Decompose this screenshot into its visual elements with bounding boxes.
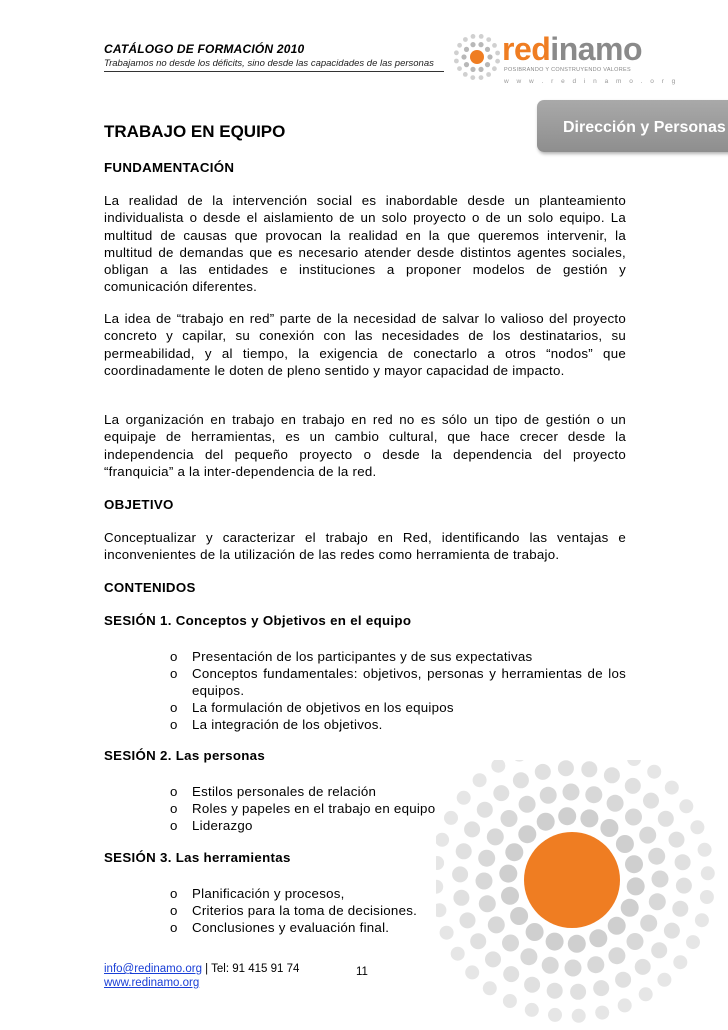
decorative-dot [487,54,492,59]
decorative-dot [669,832,685,848]
page-number: 11 [356,966,368,978]
decorative-dot [604,767,620,783]
decorative-dot [502,935,519,952]
header-divider [104,71,444,72]
decorative-dot [470,75,475,80]
decorative-dot [587,956,604,973]
decorative-dot [627,877,645,895]
decorative-dot [568,935,586,953]
decorative-dot [461,54,466,59]
decorative-dot [503,966,519,982]
decorative-dot [495,51,500,56]
decorative-dot [464,62,469,67]
decorative-dot [485,47,490,52]
footer-email-link[interactable]: info@redinamo.org [104,963,202,975]
session-3-title: SESIÓN 3. Las herramientas [104,850,291,865]
list-item: o La formulación de objetivos en los equipos [170,699,626,716]
footer-contact [104,962,299,990]
redinamo-logo [452,30,679,86]
decorative-dot [463,72,468,77]
decorative-dot [618,998,632,1012]
list-item: o La integración de los objetivos. [170,716,626,733]
decorative-dot [485,951,501,967]
decorative-dot [520,948,537,965]
decorative-dot [695,913,709,927]
decorative-dot [686,935,700,949]
decorative-dot [679,799,693,813]
decorative-dot [457,43,462,48]
decorative-dot [672,901,688,917]
decorative-dot [548,1008,562,1022]
decorative-dot [627,933,644,950]
decorative-dot [478,42,483,47]
decorative-dot [464,47,469,52]
decorative-dot [535,764,551,780]
decorative-dot [664,923,680,939]
session-1-list [170,648,626,733]
session-3-list [170,885,626,936]
decorative-dot [486,37,491,42]
decorative-dot [570,984,586,1000]
catalog-title: CATÁLOGO DE FORMACIÓN 2010 [104,42,305,56]
decorative-dot [615,972,631,988]
decorative-dot [483,981,497,995]
decorative-dot [700,890,714,904]
decorative-dot [452,866,468,882]
page-title: TRABAJO EN EQUIPO [104,122,286,141]
list-item: o Estilos personales de relación [170,783,626,800]
list-item: o Criterios para la toma de decisiones. [170,902,626,919]
footer-phone: | Tel: 91 415 91 74 [201,963,300,975]
decorative-dot [525,1003,539,1017]
decorative-dot [595,1006,609,1020]
decorative-dot [492,66,497,71]
logo-dot-ring-icon [452,32,502,82]
decorative-dot [701,866,715,880]
logo-tagline: POSIBRANDO Y CONSTRUYENDO VALORES [504,67,631,73]
fundamentacion-heading: FUNDAMENTACIÓN [104,160,235,175]
decorative-dot [499,865,517,883]
logo-url: w w w . r e d i n a m o . o r g [504,78,679,85]
decorative-dot [639,827,656,844]
fundamentacion-paragraph-2: La idea de “trabajo en red” parte de la necesidad de salvar lo valioso del proyecto concreto y capilar, su conexión con las necesidades de los destinatarios, su permeabilidad, y al tiempo, la exigencia de conectarlo a otros “nodos” que coordinadamente le doten de pleno sentido y mayor capacidad de impacto. [104,311,626,378]
decorative-dot [486,72,491,77]
decorative-dot [593,980,609,996]
decorative-dot [542,957,559,974]
decorative-dot [485,62,490,67]
contenidos-heading: CONTENIDOS [104,580,196,595]
decorative-dot [581,761,597,777]
logo-wordmark: redinamo [502,31,643,67]
decorative-dot [479,34,484,39]
decorative-dot [492,43,497,48]
decorative-dot [643,793,659,809]
decorative-dot [503,994,517,1008]
decorative-dot [625,809,642,826]
decorative-dot [572,1009,586,1023]
decorative-dot [649,893,666,910]
list-item: o Conclusiones y evaluación final. [170,919,626,936]
list-item: o Presentación de los participantes y de sus expectativas [170,648,626,665]
decorative-dot [547,983,563,999]
decorative-dot [651,942,667,958]
decorative-dot [625,855,643,873]
list-item: o Roles y papeles en el trabajo en equipo [170,800,626,817]
decorative-dot [657,973,671,987]
fundamentacion-paragraph-1: La realidad de la intervención social es inabordable desde un planteamiento individualista o desde el aislamiento de un solo proyecto o de un solo equipo. La multitud de causas que provocan la realidad en la que queremos intervenir, la multitud de demandas que es necesario atender desde distintos agentes sociales, obligan a las entidades e instituciones a proponer modelos de gestión y comunicación diferentes. [104,193,626,295]
decorative-dot [658,811,674,827]
decorative-dot [451,947,465,961]
decorative-dot [454,59,459,64]
list-item: o Planificación y procesos, [170,885,626,902]
footer-web-link[interactable]: www.redinamo.org [104,977,200,989]
objetivo-heading: OBJETIVO [104,497,174,512]
list-item: o Liderazgo [170,817,626,834]
decorative-dot [479,75,484,80]
fundamentacion-paragraph-3: La organización en trabajo en trabajo en red no es sólo un tipo de gestión o un equipaje de herramientas, es un cambio cultural, que hace crecer desde la independencia del pequeño proyecto o desde la dependencia del proyecto “franquicia” a la inter-dependencia de la red. [104,412,626,479]
decorative-dot [524,977,540,993]
decorative-dot [648,848,665,865]
decorative-dot [463,37,468,42]
decorative-dot [676,878,692,894]
decorative-dot [652,871,669,888]
decorative-dot [647,765,661,779]
decorative-dot [608,947,625,964]
decorative-dot [478,67,483,72]
decorative-dot [436,833,449,847]
decorative-dot [627,760,641,766]
catalog-subtitle: Trabajamos no desde los déficits, sino desde las capacidades de las personas [104,58,434,69]
decorative-dot [690,820,704,834]
list-item: o Conceptos fundamentales: objetivos, personas y herramientas de los equipos. [170,665,626,699]
decorative-dot [640,915,657,932]
decorative-dot [470,42,475,47]
decorative-dot [625,778,641,794]
decorative-dot [698,843,712,857]
decorative-dot [565,960,582,977]
category-label: Dirección y Personas [563,119,726,136]
decorative-dot [470,67,475,72]
session-2-title: SESIÓN 2. Las personas [104,748,266,763]
objetivo-text: Conceptualizar y caracterizar el trabajo en Red, identificando las ventajas e inconvenientes de la utilización de las redes como herramienta de trabajo. [104,530,626,563]
decorative-dot [465,965,479,979]
decorative-dot [675,854,691,870]
decorative-dot [665,781,679,795]
decorative-dot [635,959,651,975]
decorative-dot [639,987,653,1001]
decorative-dot [454,50,459,55]
session-1-title: SESIÓN 1. Conceptos y Objetivos en el equipo [104,613,412,628]
decorative-dot [457,66,462,71]
session-2-list [170,783,626,834]
decorative-dot [471,34,476,39]
decorative-dot [495,59,500,64]
decorative-dot [673,955,687,969]
